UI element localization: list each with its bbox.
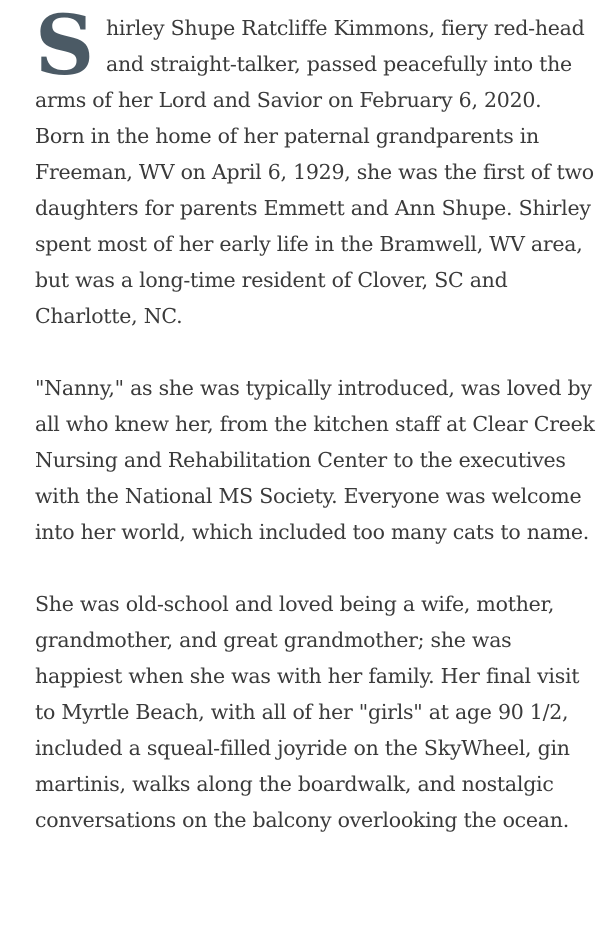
drop-cap: S bbox=[35, 0, 94, 94]
paragraph-2: "Nanny," as she was typically introduced, was loved by all who knew her, from the kitchen staff at Clear Creek Nursing and Rehabilitation Center to the executives with the National MS Society. Everyone was welcome into her world, which included too many cats to name. bbox=[35, 376, 595, 544]
article-body bbox=[35, 0, 595, 874]
paragraph-1-text: hirley Shupe Ratcliffe Kimmons, fiery red-head and straight-talker, passed peacefully into the arms of her Lord and Savior on February 6, 2020. Born in the home of her paternal grandparents in Freeman, WV on April 6, 1929, she was the first of two daughters for parents Emmett and Ann Shupe. Shirley spent most of her early life in the Bramwell, WV area, but was a long-time resident of Clover, SC and Charlotte, NC. bbox=[35, 16, 594, 328]
paragraph-1 bbox=[35, 0, 595, 334]
paragraph-3: She was old-school and loved being a wife, mother, grandmother, and great grandmother; she was happiest when she was with her family. Her final visit to Myrtle Beach, with all of her "girls" at age 90 1/2, included a squeal-filled joyride on the SkyWheel, gin martinis, walks along the boardwalk, and nostalgic conversations on the balcony overlooking the ocean. bbox=[35, 592, 580, 832]
